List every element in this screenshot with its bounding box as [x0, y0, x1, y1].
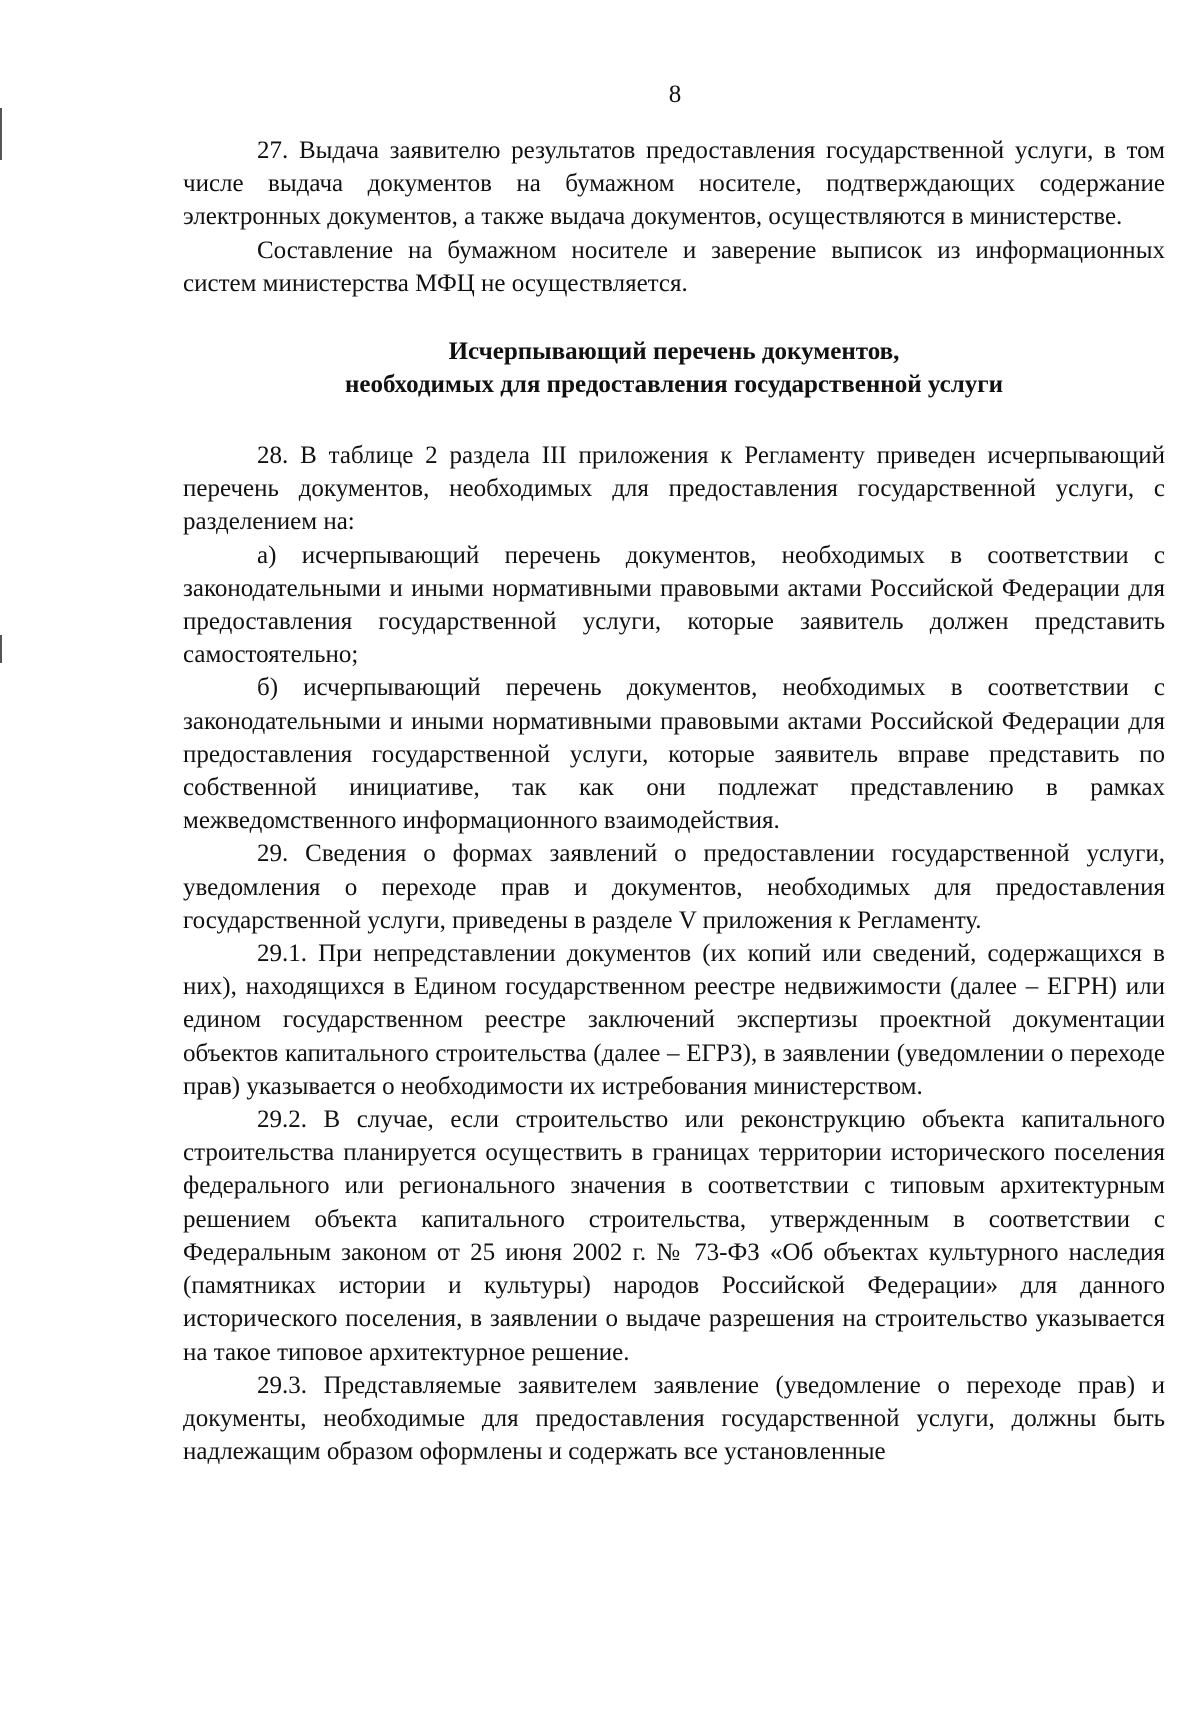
paragraph-27: 27. Выдача заявителю результатов предоставления государственной услуги, в том числе выдача документов на бумажном носителе, подтверждающих содержание электронных документов, а также выдача документов, осуществляются в министерстве.: [183, 137, 1165, 231]
paragraph-29: 29. Сведения о формах заявлений о предоставлении государственной услуги, уведомления о переходе прав и документов, необходимых для предоставления государственной услуги, приведены в разделе V приложения к Регламенту.: [183, 840, 1165, 934]
section-heading: [183, 335, 1165, 401]
paragraph-28: 28. В таблице 2 раздела III приложения к Регламенту приведен исчерпывающий перечень документов, необходимых для предоставления государственной услуги, с разделением на:: [183, 442, 1165, 536]
section-heading-line-2: необходимых для предоставления государственной услуги: [345, 371, 1003, 399]
paragraph-29-2: 29.2. В случае, если строительство или реконструкцию объекта капитального строительства планируется осуществить в границах территории исторического поселения федерального или регионального значения в соответствии с типовым архитектурным решением объекта капитального строительства, утвержденным в соответствии с Федеральным законом от 25 июня 2002 г. № 73-ФЗ «Об объектах культурного наследия (памятниках истории и культуры) народов Российской Федерации» для данного исторического поселения, в заявлении о выдаче разрешения на строительство указывается на такое типовое архитектурное решение.: [183, 1106, 1165, 1366]
scan-edge-mark: [0, 635, 2, 663]
paragraph-29-1: 29.1. При непредставлении документов (их копий или сведений, содержащихся в них), находящихся в Едином государственном реестре недвижимости (далее – ЕГРН) или едином государственном реестре заключений экспертизы проектной документации объектов капитального строительства (далее – ЕГРЗ), в заявлении (уведомлении о переходе прав) указывается о необходимости их истребования министерством.: [183, 940, 1165, 1100]
document-body: [183, 134, 1165, 1468]
section-heading-line-1: Исчерпывающий перечень документов,: [448, 338, 900, 366]
paragraph-28-b: б) исчерпывающий перечень документов, необходимых в соответствии с законодательными и иными нормативными правовыми актами Российской Федерации для предоставления государственной услуги, которые заявитель вправе представить по собственной инициативе, так как они подлежат представлению в рамках межведомственного информационного взаимодействия.: [183, 674, 1165, 835]
scan-edge-mark: [0, 108, 2, 160]
paragraph-28-a: а) исчерпывающий перечень документов, необходимых в соответствии с законодательными и иными нормативными правовыми актами Российской Федерации для предоставления государственной услуги, которые заявитель должен представить самостоятельно;: [183, 541, 1165, 669]
paragraph-mfc-note: Составление на бумажном носителе и заверение выписок из информационных систем министерства МФЦ не осуществляется.: [183, 236, 1165, 297]
page-number: 8: [668, 81, 682, 108]
paragraph-29-3: 29.3. Представляемые заявителем заявление (уведомление о переходе прав) и документы, необходимые для предоставления государственной услуги, должны быть надлежащим образом оформлены и содержать все установленные: [183, 1371, 1165, 1466]
